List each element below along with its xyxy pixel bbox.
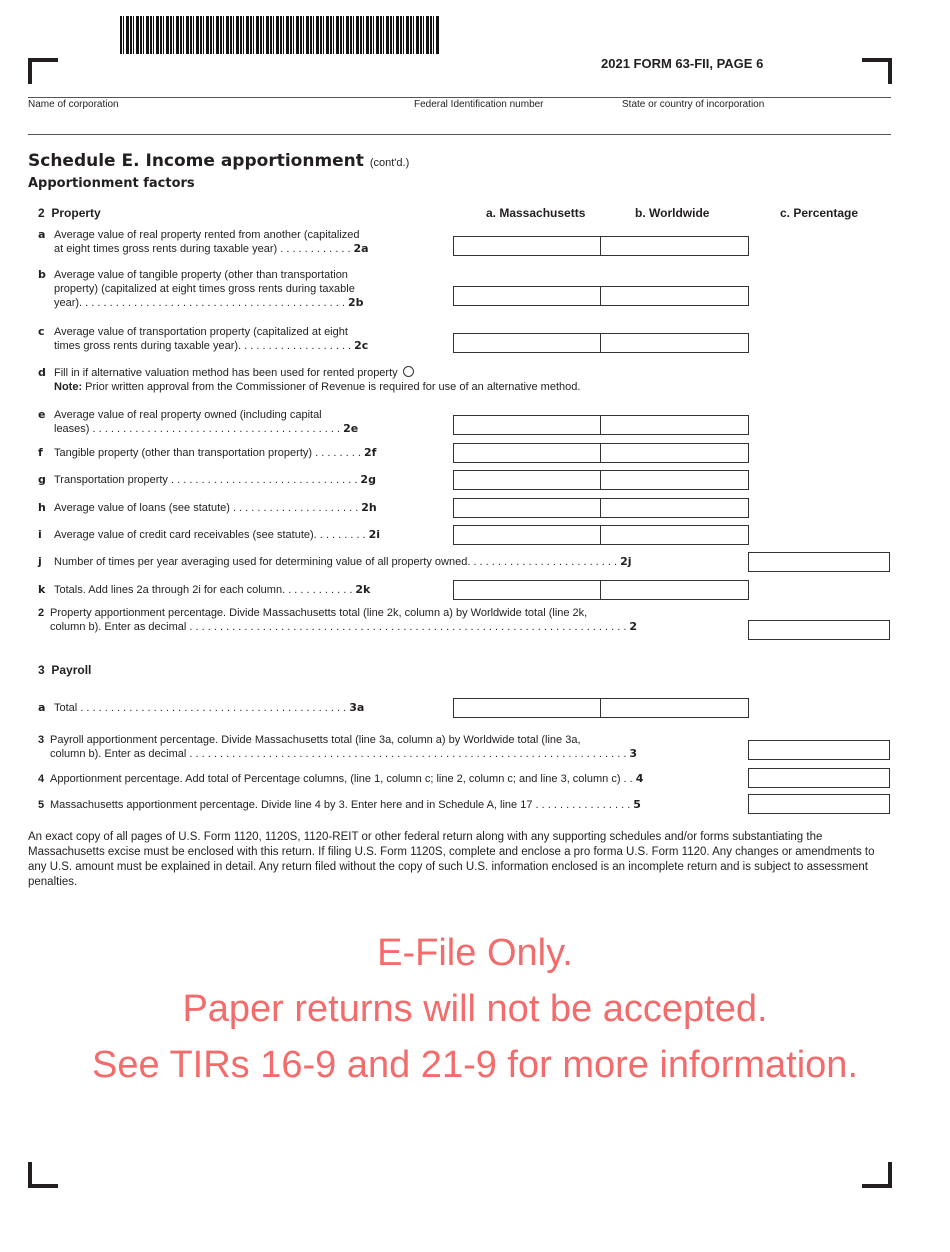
line-text: Average value of real property owned (including capital	[54, 409, 322, 421]
corner-mark	[28, 58, 32, 84]
line-code: 2b	[347, 296, 364, 309]
line-row	[54, 242, 369, 256]
line-text: Average value of tangible property (other than transportation	[54, 269, 348, 281]
line-text: property) (capitalized at eight times gross rents during taxable	[54, 283, 355, 295]
line-block	[54, 366, 580, 394]
line-number: 3	[38, 734, 45, 746]
line-text: Number of times per year averaging used for determining value of all property owned. . . . . . . . . . . . . . . . . . . . . . . . .	[54, 556, 618, 568]
note-body: Prior written approval from the Commissioner of Revenue is required for use of an alternative method.	[85, 381, 581, 393]
payroll-heading	[38, 663, 91, 677]
line-row	[54, 422, 358, 436]
line-letter: g	[38, 473, 46, 486]
line-text: year). . . . . . . . . . . . . . . . . . . . . . . . . . . . . . . . . . . . . . . . . . . .	[54, 297, 345, 309]
input-worldwide-2a[interactable]	[600, 236, 749, 256]
line-row	[50, 733, 637, 747]
property-label: Property	[51, 206, 101, 220]
line-row	[50, 606, 637, 620]
corner-mark	[28, 58, 58, 62]
line-row	[54, 366, 580, 380]
line-block	[54, 228, 369, 256]
line-code: 3a	[349, 701, 365, 714]
col-worldwide: b. Worldwide	[635, 206, 710, 220]
watermark	[25, 925, 925, 1093]
payroll-number: 3	[38, 663, 45, 677]
line-row	[54, 528, 380, 542]
line-row	[54, 701, 364, 715]
line-block	[54, 408, 358, 436]
line-block	[54, 583, 370, 597]
line-text: Apportionment percentage. Add total of Percentage columns, (line 1, column c; line 2, column c; and line 3, column c) . .	[50, 773, 633, 785]
line-code: 2i	[368, 528, 381, 541]
input-percentage-5[interactable]	[748, 794, 890, 814]
line-text: Average value of transportation property (capitalized at eight	[54, 326, 348, 338]
property-number: 2	[38, 206, 45, 220]
corner-mark	[862, 1184, 892, 1188]
line-row	[54, 296, 363, 310]
line-row	[54, 408, 358, 422]
corner-mark	[28, 1184, 58, 1188]
line-row	[50, 620, 637, 634]
line-block	[54, 501, 377, 515]
line-text: Fill in if alternative valuation method has been used for rented property	[54, 367, 398, 379]
line-block	[50, 772, 643, 786]
input-massachusetts-2c[interactable]	[453, 333, 601, 353]
input-worldwide-2h[interactable]	[600, 498, 749, 518]
corner-mark	[888, 58, 892, 84]
line-letter: c	[38, 325, 45, 338]
input-percentage-2j[interactable]	[748, 552, 890, 572]
line-text: Property apportionment percentage. Divide Massachusetts total (line 2k, column a) by Worldwide total (line 2k,	[50, 607, 588, 619]
note-label: Note:	[54, 381, 83, 393]
line-text: Average value of credit card receivables (see statute). . . . . . . . .	[54, 529, 366, 541]
footer-instructions: An exact copy of all pages of U.S. Form 1120, 1120S, 1120-REIT or other federal return along with any supporting schedules and/or forms substantiating the Massachusetts excise must be enclosed with this return. If filing U.S. Form 1120S, complete and enclose a pro forma U.S. Form 1120. Any changes or amendments to any U.S. amount must be explained in detail. Any return filed without the copy of such U.S. information enclosed is an incomplete return and is subject to assessment penalties.	[28, 831, 875, 888]
line-text: times gross rents during taxable year). . . . . . . . . . . . . . . . . . .	[54, 340, 352, 352]
input-massachusetts-2b[interactable]	[453, 286, 601, 306]
watermark-line: E-File Only.	[377, 932, 573, 974]
line-code: 5	[633, 798, 641, 811]
line-text: Massachusetts apportionment percentage. Divide line 4 by 3. Enter here and in Schedule A, line 17 . . . . . . . . . . . . . . . .	[50, 799, 631, 811]
property-heading	[38, 206, 101, 220]
line-row	[50, 772, 643, 786]
input-percentage-3pct[interactable]	[748, 740, 890, 760]
input-percentage-2pct[interactable]	[748, 620, 890, 640]
schedule-title	[28, 151, 409, 171]
line-text: Average value of real property rented from another (capitalized	[54, 229, 360, 241]
line-letter: k	[38, 583, 46, 596]
line-row	[50, 798, 641, 812]
fein-label: Federal Identification number	[414, 99, 544, 110]
line-block	[54, 325, 368, 353]
col-percentage: c. Percentage	[780, 206, 859, 220]
line-row	[54, 583, 370, 597]
input-massachusetts-2h[interactable]	[453, 498, 601, 518]
line-code: 2f	[363, 446, 377, 459]
line-block	[50, 733, 637, 761]
divider	[28, 134, 891, 135]
line-row	[54, 446, 376, 460]
line-row	[54, 339, 368, 353]
line-code: 2g	[360, 473, 376, 486]
input-worldwide-2k[interactable]	[600, 580, 749, 600]
line-row	[54, 228, 369, 242]
line-letter: e	[38, 408, 46, 421]
line-text: Tangible property (other than transportation property) . . . . . . . .	[54, 447, 361, 459]
name-label: Name of corporation	[28, 99, 119, 110]
state-label: State or country of incorporation	[622, 99, 765, 110]
line-code: 3	[629, 747, 638, 760]
line-block	[54, 446, 376, 460]
line-text: Payroll apportionment percentage. Divide Massachusetts total (line 3a, column a) by Worldwide total (line 3a,	[50, 734, 581, 746]
col-massachusetts: a. Massachusetts	[486, 206, 586, 220]
line-block	[54, 555, 632, 569]
line-text: column b). Enter as decimal . . . . . . . . . . . . . . . . . . . . . . . . . . . . . . . . . . . . . . . . . . . . . . . . . . . . . . . . . . . . . . . . . . . . . . . .	[50, 748, 627, 760]
line-code: 2c	[354, 339, 369, 352]
alternative-method-radio[interactable]	[403, 366, 414, 377]
barcode	[120, 16, 440, 54]
line-code: 2	[629, 620, 638, 633]
line-row	[54, 282, 363, 296]
line-code: 2j	[620, 555, 632, 568]
line-row	[54, 501, 377, 515]
line-code: 2a	[353, 242, 369, 255]
line-block	[54, 473, 376, 487]
input-worldwide-2c[interactable]	[600, 333, 749, 353]
watermark-line: Paper returns will not be accepted.	[182, 988, 768, 1030]
form-title: 2021 FORM 63-FII, PAGE 6	[601, 56, 764, 71]
input-massachusetts-2k[interactable]	[453, 580, 601, 600]
line-code: 4	[635, 772, 644, 785]
line-number: 2	[38, 607, 45, 619]
schedule-title-text: Schedule E. Income apportionment	[28, 151, 364, 171]
line-letter: i	[38, 528, 42, 541]
line-number: 5	[38, 799, 45, 811]
input-massachusetts-3a[interactable]	[453, 698, 601, 718]
input-massachusetts-2a[interactable]	[453, 236, 601, 256]
line-row	[54, 473, 376, 487]
line-letter: h	[38, 501, 46, 514]
contd-note: (cont'd.)	[369, 157, 410, 169]
line-row	[54, 325, 368, 339]
input-worldwide-2b[interactable]	[600, 286, 749, 306]
schedule-subtitle: Apportionment factors	[28, 176, 195, 191]
line-number: 4	[38, 773, 45, 785]
line-row	[54, 555, 632, 569]
line-letter: a	[38, 228, 46, 241]
line-letter: d	[38, 366, 46, 379]
line-row	[54, 268, 363, 282]
line-code: 2h	[361, 501, 377, 514]
divider	[28, 97, 891, 98]
note-text	[54, 380, 580, 394]
payroll-label: Payroll	[51, 663, 92, 677]
line-text: leases) . . . . . . . . . . . . . . . . . . . . . . . . . . . . . . . . . . . . . . . . .	[54, 423, 341, 435]
input-worldwide-2i[interactable]	[600, 525, 749, 545]
line-letter: a	[38, 701, 46, 714]
line-text: at eight times gross rents during taxable year) . . . . . . . . . . . .	[54, 243, 351, 255]
line-text: Transportation property . . . . . . . . . . . . . . . . . . . . . . . . . . . . . . .	[54, 474, 358, 486]
line-text: column b). Enter as decimal . . . . . . . . . . . . . . . . . . . . . . . . . . . . . . . . . . . . . . . . . . . . . . . . . . . . . . . . . . . . . . . . . . . . . . . .	[50, 621, 627, 633]
line-text: Total . . . . . . . . . . . . . . . . . . . . . . . . . . . . . . . . . . . . . . . . . . . .	[54, 702, 347, 714]
input-massachusetts-2i[interactable]	[453, 525, 601, 545]
input-percentage-4[interactable]	[748, 768, 890, 788]
line-block	[50, 606, 637, 634]
line-block	[54, 528, 380, 542]
input-massachusetts-2e[interactable]	[453, 415, 601, 435]
line-letter: f	[38, 446, 43, 459]
line-letter: j	[38, 555, 42, 568]
input-worldwide-3a[interactable]	[600, 698, 749, 718]
input-worldwide-2g[interactable]	[600, 470, 749, 490]
watermark-line: See TIRs 16-9 and 21-9 for more information.	[91, 1044, 858, 1086]
line-code: 2e	[343, 422, 359, 435]
line-block	[54, 701, 364, 715]
input-massachusetts-2f[interactable]	[453, 443, 601, 463]
input-massachusetts-2g[interactable]	[453, 470, 601, 490]
line-code: 2k	[355, 583, 371, 596]
line-block	[50, 798, 641, 812]
line-row	[50, 747, 637, 761]
line-block	[54, 268, 363, 310]
line-letter: b	[38, 268, 46, 281]
line-text: Totals. Add lines 2a through 2i for each column. . . . . . . . . . . .	[54, 584, 353, 596]
input-worldwide-2e[interactable]	[600, 415, 749, 435]
corporation-info-input[interactable]	[28, 113, 891, 132]
line-text: Average value of loans (see statute) . . . . . . . . . . . . . . . . . . . . .	[54, 502, 359, 514]
input-worldwide-2f[interactable]	[600, 443, 749, 463]
